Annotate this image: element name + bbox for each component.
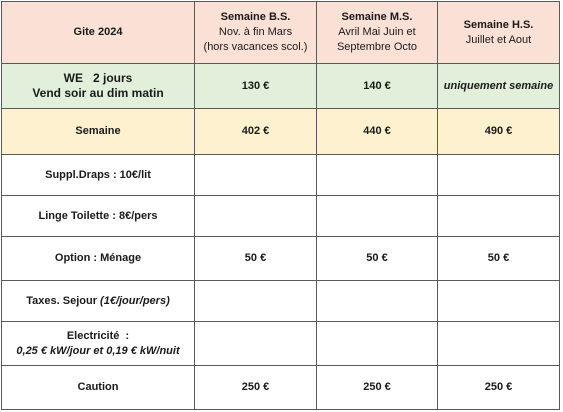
menage-hs-price: 50 €	[438, 237, 560, 281]
header-ms-title: Semaine M.S.	[341, 11, 413, 23]
caution-bs-price: 250 €	[195, 366, 317, 410]
semaine-ms-price: 440 €	[317, 109, 438, 155]
draps-ms-cell	[317, 155, 438, 196]
caution-ms-price: 250 €	[317, 366, 438, 410]
we-row	[2, 64, 560, 109]
semaine-bs-price: 402 €	[195, 109, 317, 155]
header-bs-title: Semaine B.S.	[220, 11, 291, 23]
menage-bs-price: 50 €	[195, 237, 317, 281]
caution-hs-price: 250 €	[438, 366, 560, 410]
draps-hs-cell	[438, 155, 560, 196]
we-hs-note: uniquement semaine	[438, 64, 560, 109]
header-bs-sub1: Nov. à fin Mars	[218, 26, 293, 38]
draps-row	[2, 155, 560, 196]
menage-label: Option : Ménage	[2, 237, 195, 281]
header-bs	[195, 2, 317, 64]
electricite-hs-cell	[438, 322, 560, 366]
tarifs-table	[1, 1, 560, 410]
header-ms-sub1: Avril Mai Juin et	[338, 26, 416, 38]
header-hs-title: Semaine H.S.	[463, 18, 534, 31]
caution-row	[2, 366, 560, 410]
we-label-cell	[2, 64, 195, 109]
taxes-row	[2, 281, 560, 322]
electricite-label-line2: 0,25 € kW/jour et 0,19 € kW/nuit	[16, 344, 180, 357]
header-ms	[317, 2, 438, 64]
semaine-row	[2, 109, 560, 155]
header-bs-sub2: (hors vacances scol.)	[203, 41, 308, 53]
we-ms-price: 140 €	[317, 64, 438, 109]
linge-hs-cell	[438, 196, 560, 237]
taxes-hs-cell	[438, 281, 560, 322]
we-bs-price: 130 €	[195, 64, 317, 109]
semaine-hs-price: 490 €	[438, 109, 560, 155]
taxes-label-cell	[2, 281, 195, 322]
header-row	[2, 2, 560, 64]
linge-label: Linge Toilette : 8€/pers	[2, 196, 195, 237]
electricite-label-line1: Electricité :	[66, 329, 130, 342]
semaine-label: Semaine	[2, 109, 195, 155]
linge-ms-cell	[317, 196, 438, 237]
linge-row	[2, 196, 560, 237]
menage-row	[2, 237, 560, 281]
draps-label: Suppl.Draps : 10€/lit	[2, 155, 195, 196]
we-label-line1: WE 2 jours	[63, 71, 133, 85]
we-label-line2: Vend soir au dim matin	[32, 86, 164, 100]
electricite-row	[2, 322, 560, 366]
caution-label: Caution	[2, 366, 195, 410]
corner-cell	[2, 2, 195, 64]
draps-bs-cell	[195, 155, 317, 196]
linge-bs-cell	[195, 196, 317, 237]
menage-ms-price: 50 €	[317, 237, 438, 281]
header-hs-sub1: Juillet et Aout	[465, 33, 532, 46]
corner-label: Gite 2024	[73, 26, 123, 38]
taxes-label-rate: (1€/jour/pers)	[100, 294, 170, 307]
electricite-bs-cell	[195, 322, 317, 366]
taxes-label: Taxes. Sejour	[26, 294, 101, 307]
electricite-label-cell	[2, 322, 195, 366]
taxes-ms-cell	[317, 281, 438, 322]
taxes-bs-cell	[195, 281, 317, 322]
header-ms-sub2: Septembre Octo	[336, 41, 418, 53]
electricite-ms-cell	[317, 322, 438, 366]
header-hs	[438, 2, 560, 64]
